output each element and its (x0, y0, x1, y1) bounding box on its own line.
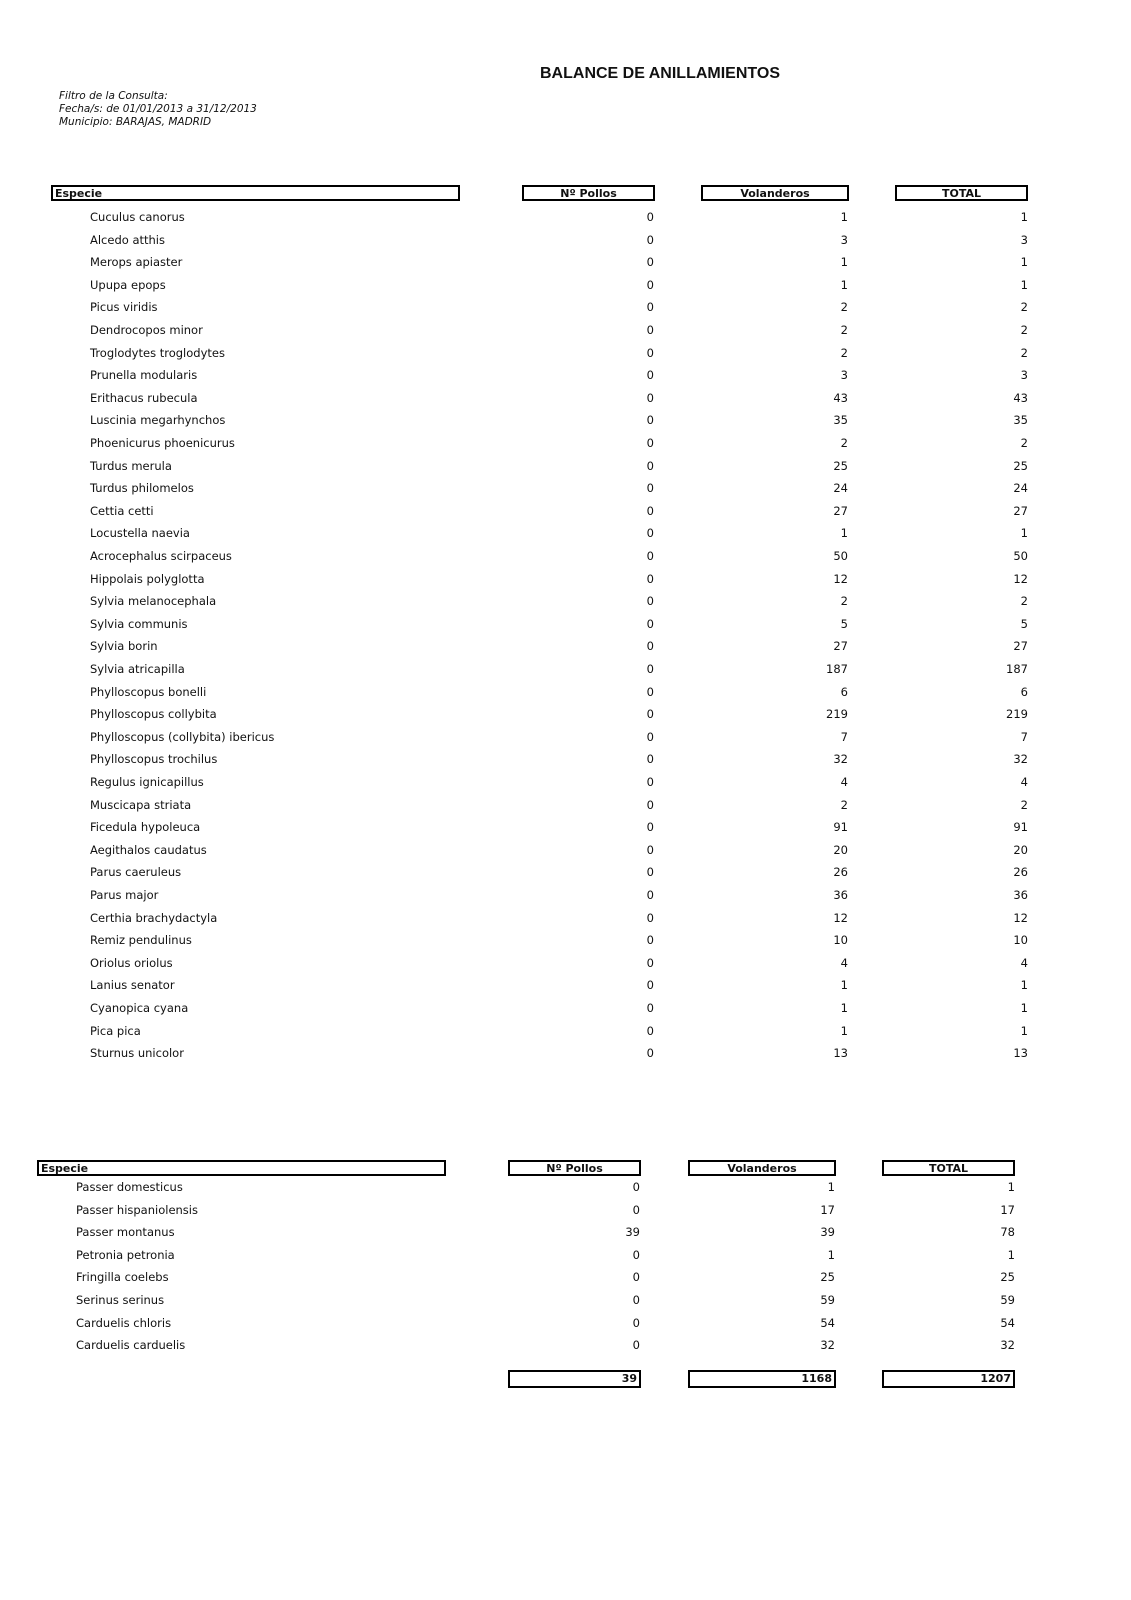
total-value: 10 (1013, 933, 1028, 948)
species-name: Carduelis chloris (76, 1315, 172, 1330)
table-row (0, 978, 1131, 1001)
species-name: Upupa epops (90, 277, 166, 292)
pollos-value: 0 (632, 1293, 640, 1307)
table-row (0, 707, 1131, 730)
table-row (0, 481, 1131, 504)
total-value: 2 (1020, 300, 1028, 315)
total-value: 13 (1013, 1046, 1028, 1061)
pollos-value: 0 (646, 300, 654, 315)
total-value: 2 (1020, 436, 1028, 450)
pollos-value: 0 (632, 1247, 640, 1262)
pollos-value: 0 (646, 888, 654, 902)
total-value: 4 (1020, 775, 1028, 789)
table-row (0, 549, 1131, 572)
total-value: 26 (1013, 865, 1028, 880)
total-value: 1 (1020, 255, 1028, 270)
table-row (0, 278, 1131, 301)
volanderos-value: 1 (840, 526, 848, 541)
species-name: Acrocephalus scirpaceus (90, 549, 232, 563)
volanderos-value: 2 (840, 323, 848, 337)
volanderos-value: 2 (840, 436, 848, 450)
table-row (0, 1316, 1131, 1339)
species-name: Cyanopica cyana (90, 1001, 189, 1015)
total-value: 50 (1013, 549, 1028, 563)
table-row (0, 346, 1131, 369)
pollos-value: 0 (632, 1338, 640, 1353)
species-name: Locustella naevia (90, 526, 190, 541)
query-filter (59, 90, 257, 129)
header-volanderos: Volanderos (701, 185, 849, 201)
volanderos-value: 2 (840, 345, 848, 360)
species-name: Sylvia atricapilla (90, 662, 185, 676)
species-name: Regulus ignicapillus (90, 775, 204, 789)
pollos-value: 0 (646, 1001, 654, 1015)
volanderos-value: 54 (820, 1315, 835, 1330)
pollos-value: 39 (625, 1225, 640, 1240)
pollos-value: 0 (646, 594, 654, 609)
total-value: 3 (1020, 232, 1028, 247)
pollos-value: 0 (646, 503, 654, 518)
pollos-value: 0 (646, 1023, 654, 1038)
volanderos-value: 32 (820, 1338, 835, 1353)
species-name: Fringilla coelebs (76, 1270, 169, 1285)
volanderos-value: 27 (833, 503, 848, 518)
pollos-value: 0 (646, 797, 654, 812)
volanderos-value: 3 (840, 232, 848, 247)
total-value: 12 (1013, 910, 1028, 925)
volanderos-value: 187 (826, 662, 848, 676)
volanderos-value: 3 (840, 368, 848, 383)
filter-dates: Fecha/s: de 01/01/2013 a 31/12/2013 (59, 103, 257, 115)
volanderos-value: 1 (827, 1180, 835, 1194)
header-especie: Especie (37, 1160, 446, 1176)
volanderos-value: 10 (833, 933, 848, 948)
pollos-value: 0 (646, 210, 654, 224)
total-value: 4 (1020, 955, 1028, 970)
table-row (0, 888, 1131, 911)
total-value: 12 (1013, 571, 1028, 586)
pollos-value: 0 (646, 910, 654, 925)
species-name: Parus major (90, 888, 159, 902)
grand-total-total: 1207 (882, 1370, 1015, 1388)
pollos-value: 0 (646, 639, 654, 654)
total-value: 36 (1013, 888, 1028, 902)
volanderos-value: 4 (840, 775, 848, 789)
total-value: 5 (1020, 616, 1028, 631)
pollos-value: 0 (646, 481, 654, 496)
pollos-value: 0 (646, 458, 654, 473)
species-name: Sylvia melanocephala (90, 594, 217, 609)
table-row (0, 413, 1131, 436)
table-row (0, 1203, 1131, 1226)
total-value: 17 (1000, 1202, 1015, 1217)
species-name: Hippolais polyglotta (90, 571, 205, 586)
volanderos-value: 5 (840, 616, 848, 631)
table-row (0, 639, 1131, 662)
pollos-value: 0 (646, 842, 654, 857)
species-name: Cuculus canorus (90, 210, 185, 224)
table-row (0, 865, 1131, 888)
pollos-value: 0 (646, 436, 654, 450)
volanderos-value: 2 (840, 594, 848, 609)
species-name: Carduelis carduelis (76, 1338, 186, 1353)
volanderos-value: 32 (833, 752, 848, 767)
species-name: Sylvia communis (90, 616, 188, 631)
volanderos-value: 12 (833, 910, 848, 925)
pollos-value: 0 (646, 345, 654, 360)
table-row (0, 1248, 1131, 1271)
volanderos-value: 24 (833, 481, 848, 496)
header-total: TOTAL (882, 1160, 1015, 1176)
table-row (0, 572, 1131, 595)
pollos-value: 0 (646, 662, 654, 676)
volanderos-value: 12 (833, 571, 848, 586)
table-row (0, 300, 1131, 323)
species-name: Lanius senator (90, 978, 175, 993)
species-name: Pica pica (90, 1023, 141, 1038)
pollos-value: 0 (646, 413, 654, 428)
total-value: 3 (1020, 368, 1028, 383)
table-row (0, 752, 1131, 775)
total-value: 27 (1013, 639, 1028, 654)
total-value: 2 (1020, 797, 1028, 812)
species-name: Troglodytes troglodytes (90, 345, 225, 360)
total-value: 27 (1013, 503, 1028, 518)
species-name: Alcedo atthis (90, 232, 165, 247)
total-value: 59 (1000, 1293, 1015, 1307)
volanderos-value: 2 (840, 300, 848, 315)
species-name: Turdus philomelos (90, 481, 194, 496)
pollos-value: 0 (632, 1180, 640, 1194)
table-row (0, 730, 1131, 753)
pollos-value: 0 (646, 616, 654, 631)
pollos-value: 0 (632, 1202, 640, 1217)
species-name: Phylloscopus bonelli (90, 684, 207, 699)
species-name: Parus caeruleus (90, 865, 182, 880)
total-value: 78 (1000, 1225, 1015, 1240)
header-especie: Especie (51, 185, 460, 201)
species-name: Certhia brachydactyla (90, 910, 218, 925)
pollos-value: 0 (646, 1046, 654, 1061)
volanderos-value: 25 (820, 1270, 835, 1285)
table-row (0, 323, 1131, 346)
table-row (0, 911, 1131, 934)
pollos-value: 0 (646, 933, 654, 948)
pollos-value: 0 (646, 707, 654, 722)
volanderos-value: 59 (820, 1293, 835, 1307)
pollos-value: 0 (632, 1315, 640, 1330)
table-row (0, 685, 1131, 708)
total-value: 54 (1000, 1315, 1015, 1330)
pollos-value: 0 (646, 684, 654, 699)
grand-total-volanderos: 1168 (688, 1370, 836, 1388)
species-name: Merops apiaster (90, 255, 183, 270)
filter-municipio: Municipio: BARAJAS, MADRID (59, 116, 212, 128)
species-name: Turdus merula (90, 458, 172, 473)
pollos-value: 0 (646, 775, 654, 789)
species-name: Serinus serinus (76, 1293, 165, 1307)
species-name: Phoenicurus phoenicurus (90, 436, 235, 450)
pollos-value: 0 (646, 255, 654, 270)
volanderos-value: 20 (833, 842, 848, 857)
table-row (0, 843, 1131, 866)
volanderos-value: 13 (833, 1046, 848, 1061)
table-row (0, 255, 1131, 278)
volanderos-value: 1 (840, 978, 848, 993)
volanderos-value: 91 (833, 820, 848, 835)
pollos-value: 0 (646, 955, 654, 970)
table-row (0, 1046, 1131, 1069)
volanderos-value: 1 (840, 1023, 848, 1038)
species-name: Passer hispaniolensis (76, 1202, 198, 1217)
volanderos-value: 17 (820, 1202, 835, 1217)
species-name: Phylloscopus collybita (90, 707, 217, 722)
species-name: Dendrocopos minor (90, 323, 203, 337)
pollos-value: 0 (646, 571, 654, 586)
pollos-value: 0 (646, 820, 654, 835)
pollos-value: 0 (632, 1270, 640, 1285)
table-row (0, 1225, 1131, 1248)
header-volanderos: Volanderos (688, 1160, 836, 1176)
table-row (0, 617, 1131, 640)
table-row (0, 775, 1131, 798)
volanderos-value: 43 (833, 390, 848, 405)
table-row (0, 1338, 1131, 1361)
table-row (0, 1180, 1131, 1203)
header-pollos: Nº Pollos (508, 1160, 641, 1176)
pollos-value: 0 (646, 526, 654, 541)
total-value: 1 (1020, 1001, 1028, 1015)
volanderos-value: 27 (833, 639, 848, 654)
total-value: 1 (1020, 277, 1028, 292)
table-row (0, 526, 1131, 549)
table-row (0, 1270, 1131, 1293)
species-name: Cettia cetti (90, 503, 154, 518)
volanderos-value: 50 (833, 549, 848, 563)
filter-label: Filtro de la Consulta: (59, 90, 168, 102)
table-row (0, 820, 1131, 843)
species-name: Oriolus oriolus (90, 955, 173, 970)
total-value: 2 (1020, 594, 1028, 609)
pollos-value: 0 (646, 978, 654, 993)
total-value: 35 (1013, 413, 1028, 428)
total-value: 32 (1013, 752, 1028, 767)
total-value: 1 (1020, 526, 1028, 541)
species-name: Passer montanus (76, 1225, 175, 1240)
table-row (0, 933, 1131, 956)
volanderos-value: 35 (833, 413, 848, 428)
species-name: Erithacus rubecula (90, 390, 198, 405)
volanderos-value: 4 (840, 955, 848, 970)
species-name: Prunella modularis (90, 368, 198, 383)
pollos-value: 0 (646, 232, 654, 247)
table-row (0, 594, 1131, 617)
species-name: Sylvia borin (90, 639, 158, 654)
grand-total-pollos: 39 (508, 1370, 641, 1388)
volanderos-value: 1 (840, 210, 848, 224)
pollos-value: 0 (646, 323, 654, 337)
species-name: Phylloscopus (collybita) ibericus (90, 729, 275, 744)
total-value: 219 (1006, 707, 1028, 722)
species-name: Luscinia megarhynchos (90, 413, 226, 428)
volanderos-value: 39 (820, 1225, 835, 1240)
species-name: Petronia petronia (76, 1247, 175, 1262)
species-name: Passer domesticus (76, 1180, 183, 1194)
total-value: 32 (1000, 1338, 1015, 1353)
pollos-value: 0 (646, 752, 654, 767)
species-name: Sturnus unicolor (90, 1046, 184, 1061)
table-row (0, 1293, 1131, 1316)
total-value: 20 (1013, 842, 1028, 857)
species-name: Picus viridis (90, 300, 158, 315)
total-value: 25 (1013, 458, 1028, 473)
header-total: TOTAL (895, 185, 1028, 201)
total-value: 7 (1020, 729, 1028, 744)
total-value: 187 (1006, 662, 1028, 676)
table-row (0, 368, 1131, 391)
total-value: 1 (1020, 210, 1028, 224)
total-value: 25 (1000, 1270, 1015, 1285)
table-row (0, 391, 1131, 414)
total-value: 91 (1013, 820, 1028, 835)
table-row (0, 459, 1131, 482)
table-row (0, 233, 1131, 256)
table-row (0, 504, 1131, 527)
table-row (0, 1001, 1131, 1024)
species-name: Ficedula hypoleuca (90, 820, 201, 835)
table-row (0, 956, 1131, 979)
volanderos-value: 1 (840, 1001, 848, 1015)
volanderos-value: 219 (826, 707, 848, 722)
table-row (0, 1024, 1131, 1047)
species-name: Remiz pendulinus (90, 933, 192, 948)
volanderos-value: 1 (840, 277, 848, 292)
pollos-value: 0 (646, 865, 654, 880)
volanderos-value: 2 (840, 797, 848, 812)
total-value: 2 (1020, 345, 1028, 360)
pollos-value: 0 (646, 277, 654, 292)
total-value: 6 (1020, 684, 1028, 699)
total-value: 1 (1020, 1023, 1028, 1038)
total-value: 1 (1007, 1247, 1015, 1262)
table-row (0, 798, 1131, 821)
volanderos-value: 1 (827, 1247, 835, 1262)
species-name: Muscicapa striata (90, 797, 192, 812)
table-row (0, 436, 1131, 459)
table-row (0, 662, 1131, 685)
species-name: Aegithalos caudatus (90, 842, 207, 857)
volanderos-value: 25 (833, 458, 848, 473)
table-row (0, 210, 1131, 233)
volanderos-value: 1 (840, 255, 848, 270)
total-value: 24 (1013, 481, 1028, 496)
pollos-value: 0 (646, 549, 654, 563)
total-value: 2 (1020, 323, 1028, 337)
volanderos-value: 36 (833, 888, 848, 902)
pollos-value: 0 (646, 729, 654, 744)
pollos-value: 0 (646, 368, 654, 383)
volanderos-value: 6 (840, 684, 848, 699)
volanderos-value: 7 (840, 729, 848, 744)
header-pollos: Nº Pollos (522, 185, 655, 201)
report-title: BALANCE DE ANILLAMIENTOS (540, 65, 780, 82)
species-name: Phylloscopus trochilus (90, 752, 218, 767)
volanderos-value: 26 (833, 865, 848, 880)
total-value: 1 (1007, 1180, 1015, 1194)
total-value: 43 (1013, 390, 1028, 405)
total-value: 1 (1020, 978, 1028, 993)
pollos-value: 0 (646, 390, 654, 405)
